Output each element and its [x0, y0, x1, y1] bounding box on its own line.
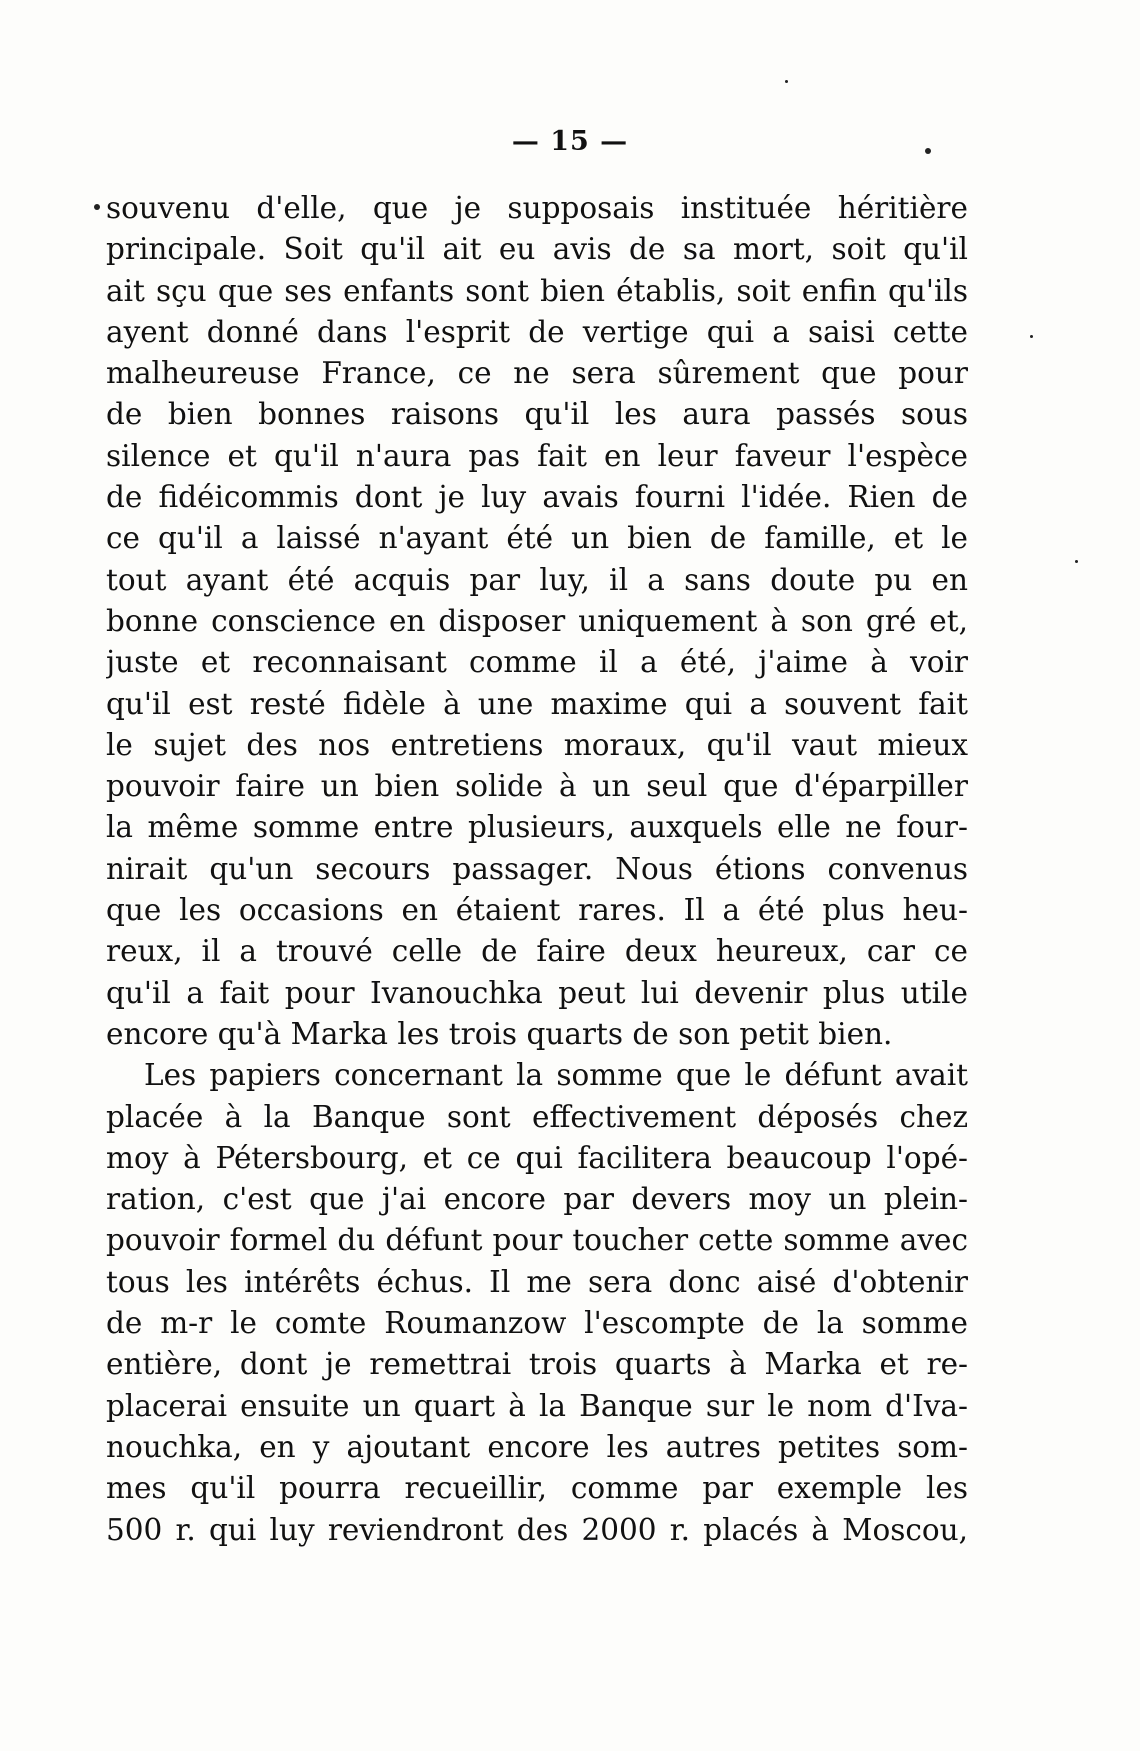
- text-line: de m-r le comte Roumanzow l'escompte de la somme: [106, 1306, 968, 1341]
- text-line: qu'il a fait pour Ivanouchka peut lui devenir plus utile: [106, 975, 968, 1010]
- page-number: — 15 —: [511, 126, 629, 157]
- text-line: moy à Pétersbourg, et ce qui facilitera beaucoup l'opé-: [106, 1140, 968, 1175]
- text-line: ayent donné dans l'esprit de vertige qui a saisi cette: [106, 314, 968, 349]
- paragraph-last-line: encore qu'à Marka les trois quarts de son petit bien.: [106, 1016, 893, 1051]
- text-line: entière, dont je remettrai trois quarts à Marka et re-: [106, 1347, 968, 1382]
- text-line: que les occasions en étaient rares. Il a été plus heu-: [106, 893, 968, 928]
- text-line: souvenu d'elle, que je supposais instituée héritière: [106, 191, 968, 225]
- text-line: de bien bonnes raisons qu'il les aura passés sous: [106, 397, 968, 432]
- text-line: qu'il est resté fidèle à une maxime qui a souvent fait: [106, 686, 968, 721]
- ink-speck: [785, 80, 788, 83]
- text-line: tout ayant été acquis par luy, il a sans doute pu en: [106, 562, 968, 597]
- text-line: ration, c'est que j'ai encore par devers moy un plein-: [106, 1182, 968, 1217]
- ink-speck: [1030, 335, 1033, 338]
- text-line: malheureuse France, ce ne sera sûrement que pour: [106, 356, 968, 391]
- text-line: pouvoir formel du défunt pour toucher cette somme avec: [106, 1223, 968, 1258]
- text-line: la même somme entre plusieurs, auxquels elle ne four-: [106, 810, 968, 845]
- text-line: bonne conscience en disposer uniquement à son gré et,: [106, 603, 968, 638]
- ink-speck: [1075, 560, 1078, 563]
- text-line: principale. Soit qu'il ait eu avis de sa mort, soit qu'il: [106, 232, 968, 267]
- text-line: placée à la Banque sont effectivement déposés chez: [106, 1099, 968, 1134]
- text-line: le sujet des nos entretiens moraux, qu'il vaut mieux: [106, 727, 968, 762]
- text-line: mes qu'il pourra recueillir, comme par exemple les: [106, 1471, 968, 1506]
- paragraph-first-line: Les papiers concernant la somme que le défunt avait: [144, 1058, 968, 1093]
- body-text: [106, 188, 968, 1551]
- ink-speck: [94, 204, 100, 210]
- text-line: silence et qu'il n'aura pas fait en leur faveur l'espèce: [106, 438, 968, 473]
- text-line: 500 r. qui luy reviendront des 2000 r. placés à Moscou,: [106, 1512, 968, 1547]
- text-line: ait sçu que ses enfants sont bien établis, soit enfin qu'ils: [106, 273, 968, 308]
- text-line: ce qu'il a laissé n'ayant été un bien de famille, et le: [106, 521, 968, 556]
- text-line: juste et reconnaisant comme il a été, j'aime à voir: [106, 645, 968, 680]
- text-line: placerai ensuite un quart à la Banque sur le nom d'Iva-: [106, 1388, 968, 1423]
- text-line: nirait qu'un secours passager. Nous étions convenus: [106, 851, 968, 886]
- text-line: nouchka, en y ajoutant encore les autres petites som-: [106, 1429, 968, 1464]
- text-line: tous les intérêts échus. Il me sera donc aisé d'obtenir: [106, 1264, 968, 1299]
- text-line: de fidéicommis dont je luy avais fourni l'idée. Rien de: [106, 480, 968, 515]
- text-line: reux, il a trouvé celle de faire deux heureux, car ce: [106, 934, 968, 969]
- text-line: pouvoir faire un bien solide à un seul que d'éparpiller: [106, 769, 968, 804]
